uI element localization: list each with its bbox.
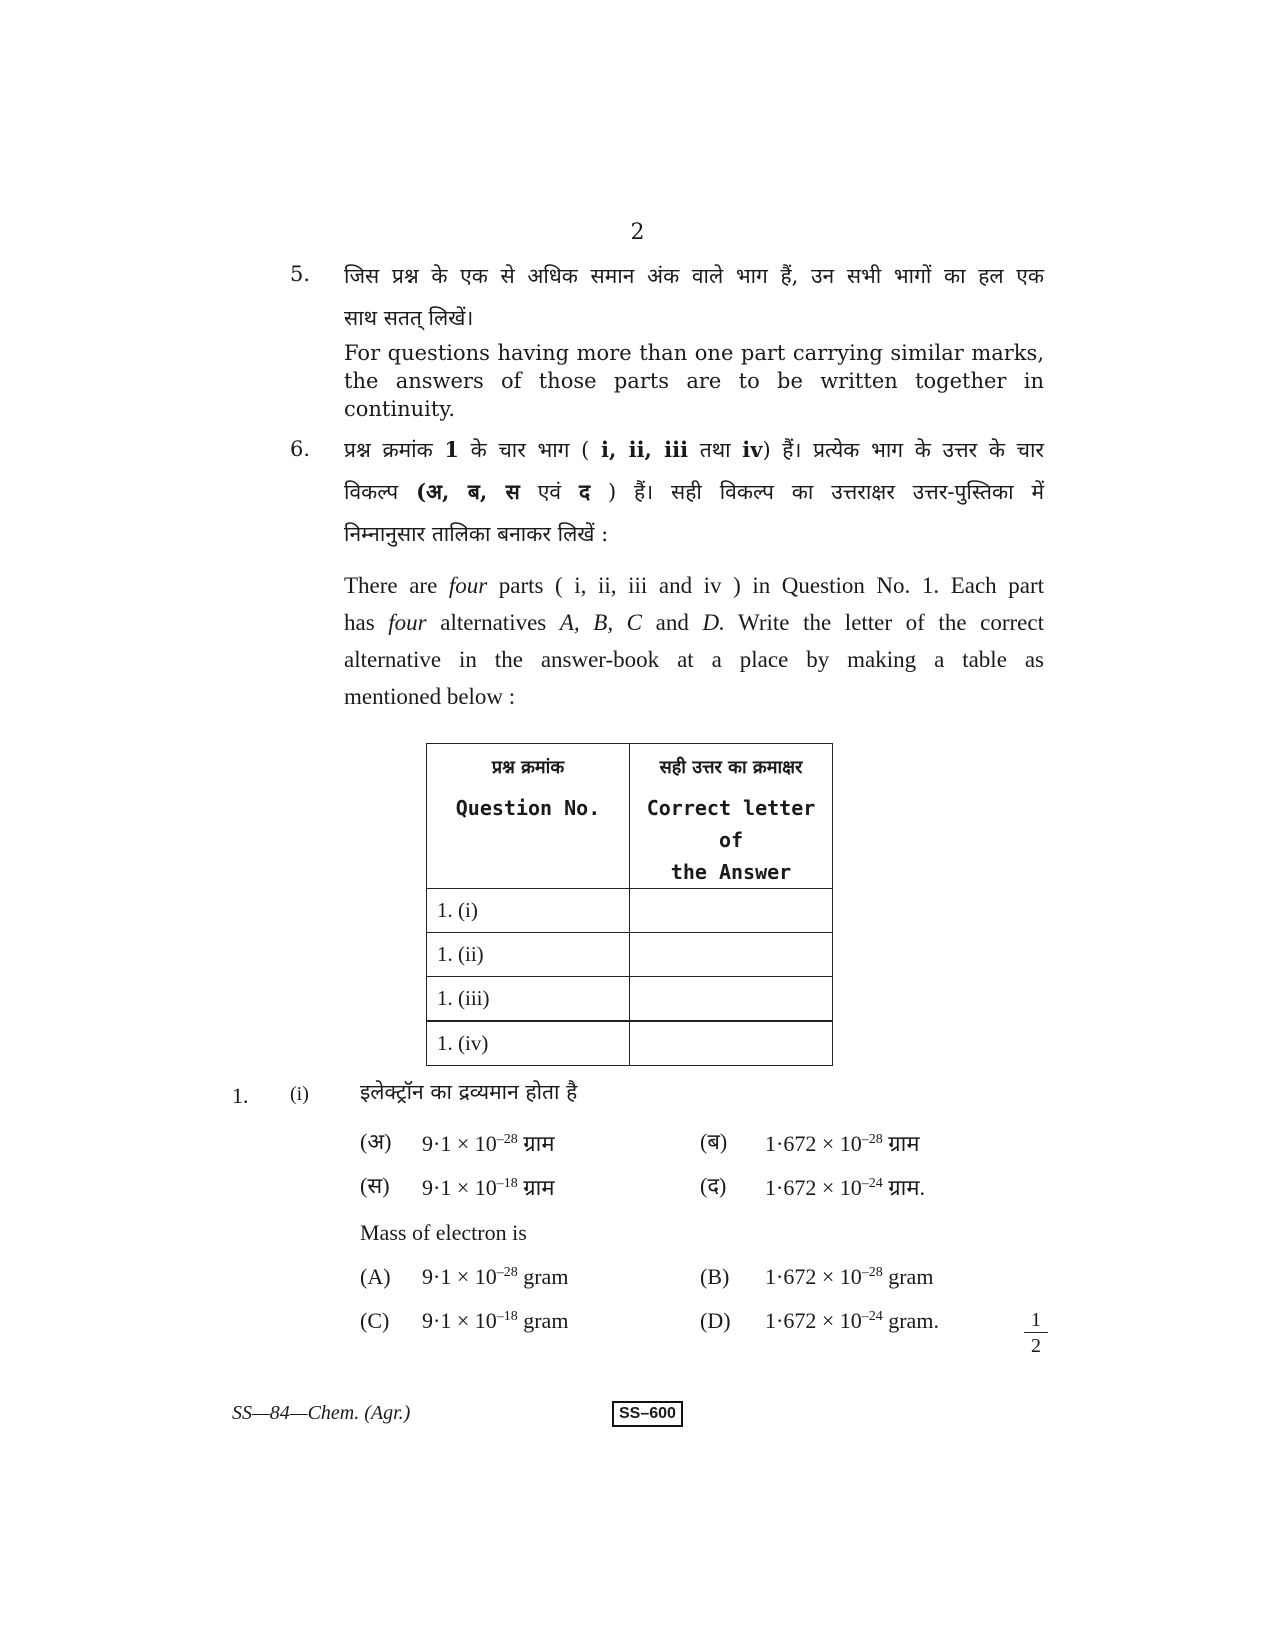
option-value: $9\cdot 1 \times 10^{-18}$ gram [422, 1308, 569, 1333]
table-row [427, 889, 833, 933]
option-label: (C) [360, 1308, 390, 1333]
marks-fraction [1024, 1308, 1048, 1359]
table-row [427, 1021, 833, 1066]
header-correct-letter-hindi: सही उत्तर का क्रमाक्षर [659, 757, 803, 778]
option-value: $1\cdot 672 \times 10^{-28}$ ग्राम [765, 1131, 920, 1156]
instruction-5-hindi-line-1: जिस प्रश्न के एक से अधिक समान अंक वाले भाग हैं, उन सभी भागों का हल एक [344, 264, 1044, 288]
question-number: 1. [232, 1083, 249, 1108]
row-answer-cell [630, 933, 833, 977]
option-label: (अ) [360, 1129, 392, 1154]
option-label: (स) [360, 1173, 390, 1198]
answer-table-header [427, 744, 833, 889]
header-correct-letter [630, 744, 833, 889]
footer-series-code: SS–600 [612, 1401, 683, 1427]
table-row [427, 977, 833, 1022]
question-hindi-text: इलेक्ट्रॉन का द्रव्यमान होता है [360, 1080, 578, 1104]
option-value: $1\cdot 672 \times 10^{-24}$ gram. [765, 1308, 939, 1333]
row-question-no: 1. (iii) [427, 977, 630, 1022]
header-question-no-hindi: प्रश्न क्रमांक [491, 757, 565, 778]
page-number: 2 [630, 220, 645, 245]
option-value: $1\cdot 672 \times 10^{-24}$ ग्राम. [765, 1175, 925, 1200]
instruction-5-english-line-2: the answers of those parts are to be written together in [344, 369, 1044, 393]
option-label: (B) [700, 1264, 730, 1289]
instruction-6-hindi-line-1: प्रश्न क्रमांक 1 के चार भाग ( i, ii, iii तथा iv) हैं। प्रत्येक भाग के उत्तर के चार [344, 437, 1044, 462]
marks-numerator: 1 [1024, 1308, 1048, 1333]
question-english-text: Mass of electron is [360, 1220, 527, 1245]
table-row [427, 933, 833, 977]
instruction-6-hindi-line-3: निम्नानुसार तालिका बनाकर लिखें : [344, 522, 609, 546]
option-label: (ब) [700, 1129, 728, 1154]
header-question-no [427, 744, 630, 889]
header-question-no-english: Question No. [455, 796, 601, 820]
instruction-6-hindi-line-2: विकल्प (अ, ब, स एवं द ) हैं। सही विकल्प का उत्तराक्षर उत्तर-पुस्तिका में [344, 479, 1045, 504]
instruction-6-english-line-1: There are four parts ( i, ii, iii and iv ) in Question No. 1. Each part [344, 573, 1044, 598]
row-question-no: 1. (i) [427, 889, 630, 933]
option-label: (D) [700, 1308, 731, 1333]
row-question-no: 1. (ii) [427, 933, 630, 977]
answer-table [426, 743, 833, 1066]
instruction-6-hindi [344, 429, 1044, 555]
option-value: $9\cdot 1 \times 10^{-18}$ ग्राम [422, 1175, 555, 1200]
instruction-6-english [344, 567, 1044, 715]
instruction-5-english-line-3: continuity. [344, 397, 456, 421]
instruction-5-english [344, 339, 1044, 423]
row-answer-cell [630, 889, 833, 933]
footer-paper-code: SS—84—Chem. (Agr.) [232, 1402, 411, 1424]
instruction-6-english-line-3: alternative in the answer-book at a place by making a table as [344, 647, 1044, 672]
row-answer-cell [630, 977, 833, 1022]
header-correct-letter-english-2: the Answer [670, 860, 792, 884]
row-answer-cell [630, 1021, 833, 1066]
option-value: $9\cdot 1 \times 10^{-28}$ ग्राम [422, 1131, 555, 1156]
instruction-5-number: 5. [290, 262, 311, 286]
marks-denominator: 2 [1031, 1335, 1041, 1357]
option-label: (A) [360, 1264, 391, 1289]
row-question-no: 1. (iv) [427, 1021, 630, 1066]
instruction-5-hindi-line-2: साथ सतत् लिखें। [344, 306, 474, 330]
option-value: $9\cdot 1 \times 10^{-28}$ gram [422, 1264, 569, 1289]
instruction-5-english-line-1: For questions having more than one part carrying similar marks, [344, 341, 1044, 365]
header-correct-letter-english-1: Correct letter of [646, 796, 816, 852]
option-label: (द) [700, 1173, 727, 1198]
instruction-5-hindi [344, 255, 1044, 339]
question-part: (i) [290, 1083, 309, 1105]
option-value: $1\cdot 672 \times 10^{-28}$ gram [765, 1264, 934, 1289]
instruction-6-english-line-4: mentioned below : [344, 684, 516, 709]
instruction-6-english-line-2: has four alternatives A, B, C and D. Write the letter of the correct [344, 610, 1044, 635]
instruction-6-number: 6. [290, 437, 311, 461]
